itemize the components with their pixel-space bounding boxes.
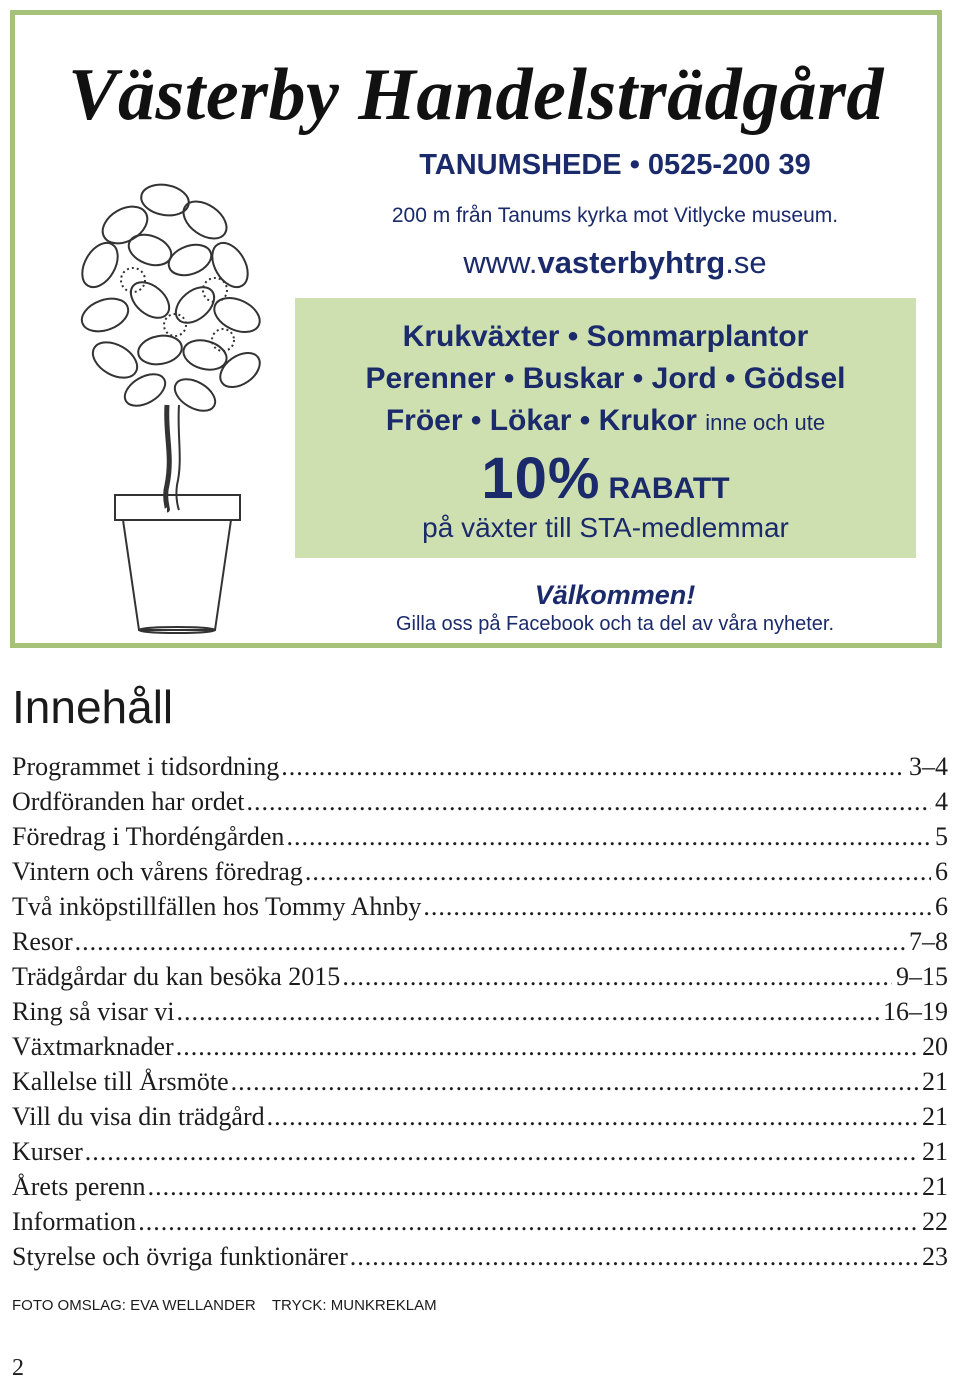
toc-item: [12, 857, 948, 892]
discount-percent: 10%: [481, 446, 601, 511]
toc-item-title: Föredrag i Thordéngården: [12, 822, 285, 851]
toc-item-title: Kurser: [12, 1137, 83, 1166]
toc-item: [12, 1137, 948, 1172]
toc-leader-dots: [138, 1207, 918, 1237]
toc-item-page: 16–19: [883, 997, 948, 1026]
toc-item-page: 21: [922, 1137, 948, 1166]
toc-item-title: Programmet i tidsordning: [12, 752, 280, 781]
toc-item-title: Kallelse till Årsmöte: [12, 1067, 229, 1096]
toc-item-page: 7–8: [909, 927, 948, 956]
toc-leader-dots: [85, 1137, 918, 1167]
toc-leader-dots: [176, 1032, 918, 1062]
ad-title: Västerby Handelsträdgård: [68, 54, 884, 136]
toc-item-page: 6: [935, 892, 948, 921]
toc-leader-dots: [305, 857, 931, 887]
products-line-3: [295, 404, 916, 438]
toc-leader-dots: [148, 1172, 918, 1202]
facebook-text: Gilla oss på Facebook och ta del av våra nyheter.: [395, 613, 835, 635]
toc-item-page: 22: [922, 1207, 948, 1236]
toc-item-page: 21: [922, 1067, 948, 1096]
toc-item: [12, 927, 948, 962]
toc-item: [12, 752, 948, 787]
page-number: 2: [12, 1355, 24, 1381]
toc-item-title: Vintern och vårens föredrag: [12, 857, 303, 886]
website-domain: vasterbyhtrg: [537, 245, 726, 280]
products-line-3-main: Fröer • Lökar • Krukor: [385, 404, 697, 437]
toc-item-page: 4: [935, 787, 948, 816]
toc-item-title: Trädgårdar du kan besöka 2015: [12, 962, 341, 991]
products-line-3-small: inne och ute: [705, 410, 826, 435]
toc-item-page: 23: [922, 1242, 948, 1271]
toc-item-title: Två inköpstillfällen hos Tommy Ahnby: [12, 892, 422, 921]
toc-item-title: Styrelse och övriga funktionärer: [12, 1242, 348, 1271]
toc-leader-dots: [177, 997, 880, 1027]
products-line-2: Perenner • Buskar • Jord • Gödsel: [365, 362, 846, 395]
toc-item-page: 6: [935, 857, 948, 886]
toc-heading: Innehåll: [12, 681, 174, 733]
toc-item-page: 9–15: [896, 962, 948, 991]
toc-item-page: 21: [922, 1102, 948, 1131]
product-box: [295, 298, 916, 558]
toc-item-page: 5: [935, 822, 948, 851]
toc-leader-dots: [267, 1102, 918, 1132]
toc-item: [12, 892, 948, 927]
table-of-contents: [12, 752, 948, 1277]
website-prefix: www.: [463, 245, 538, 280]
website-link[interactable]: [305, 245, 925, 281]
toc-item: [12, 1102, 948, 1137]
toc-leader-dots: [286, 822, 931, 852]
potted-tree-illustration: [55, 165, 295, 635]
toc-leader-dots: [231, 1067, 918, 1097]
welcome-text: Välkommen!: [534, 580, 696, 610]
toc-item: [12, 787, 948, 822]
toc-leader-dots: [281, 752, 905, 782]
town-phone: TANUMSHEDE • 0525-200 39: [419, 149, 811, 181]
toc-item-title: Resor: [12, 927, 73, 956]
discount-members: på växter till STA-medlemmar: [422, 512, 789, 543]
toc-leader-dots: [350, 1242, 918, 1272]
toc-leader-dots: [342, 962, 892, 992]
toc-item: [12, 1172, 948, 1207]
discount-offer: [295, 445, 916, 512]
discount-word: RABATT: [608, 472, 730, 505]
toc-item: [12, 1207, 948, 1242]
toc-item-title: Ordföranden har ordet: [12, 787, 245, 816]
toc-leader-dots: [423, 892, 931, 922]
toc-item-page: 21: [922, 1172, 948, 1201]
toc-item-title: Information: [12, 1207, 137, 1236]
toc-item: [12, 822, 948, 857]
toc-item-title: Årets perenn: [12, 1172, 146, 1201]
toc-item-title: Växtmarknader: [12, 1032, 174, 1061]
advertisement: [10, 10, 942, 648]
website-suffix: .se: [725, 245, 767, 280]
flower-pot: [115, 495, 240, 633]
toc-leader-dots: [75, 927, 905, 957]
toc-leader-dots: [246, 787, 931, 817]
toc-item: [12, 962, 948, 997]
print-credit: TRYCK: MUNKREKLAM: [271, 1297, 437, 1314]
toc-item: [12, 1242, 948, 1277]
photo-credit: FOTO OMSLAG: EVA WELLANDER: [12, 1297, 256, 1314]
toc-item: [12, 997, 948, 1032]
toc-item: [12, 1067, 948, 1102]
directions: 200 m från Tanums kyrka mot Vitlycke museum.: [391, 204, 839, 227]
toc-item: [12, 1032, 948, 1067]
tree-crown: [75, 181, 266, 417]
toc-item-title: Vill du visa din trädgård: [12, 1102, 265, 1131]
credits: [12, 1297, 437, 1314]
toc-item-page: 3–4: [909, 752, 948, 781]
toc-item-page: 20: [922, 1032, 948, 1061]
products-line-1: Krukväxter • Sommarplantor: [402, 320, 809, 353]
toc-item-title: Ring så visar vi: [12, 997, 175, 1026]
